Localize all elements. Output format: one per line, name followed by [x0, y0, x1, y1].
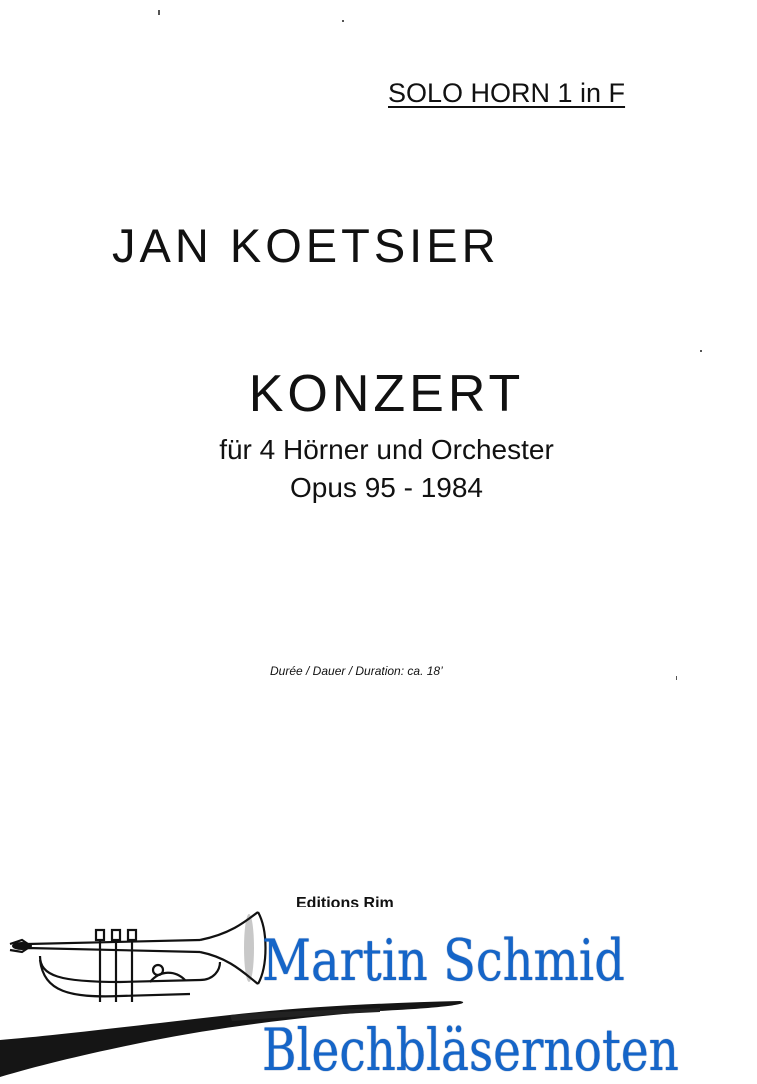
trumpet-icon	[0, 900, 290, 1080]
scan-speck	[342, 20, 344, 22]
watermark-line-shop: Blechbläsernoten	[262, 1016, 679, 1084]
composer-name: JAN KOETSIER	[112, 219, 500, 272]
work-title: KONZERT	[248, 365, 525, 423]
publisher-name: Editions Rim	[296, 895, 394, 907]
work-subtitle-instrumentation: für 4 Hörner und Orchester	[219, 434, 554, 465]
scan-speck	[676, 676, 677, 680]
scan-speck	[158, 10, 160, 15]
watermark-line-name: Martin Schmid	[262, 928, 625, 994]
duration-note: Durée / Dauer / Duration: ca. 18’	[270, 664, 443, 678]
part-label: SOLO HORN 1 in F	[388, 78, 626, 108]
work-subtitle-opus: Opus 95 - 1984	[289, 472, 484, 503]
scan-speck	[700, 350, 702, 352]
